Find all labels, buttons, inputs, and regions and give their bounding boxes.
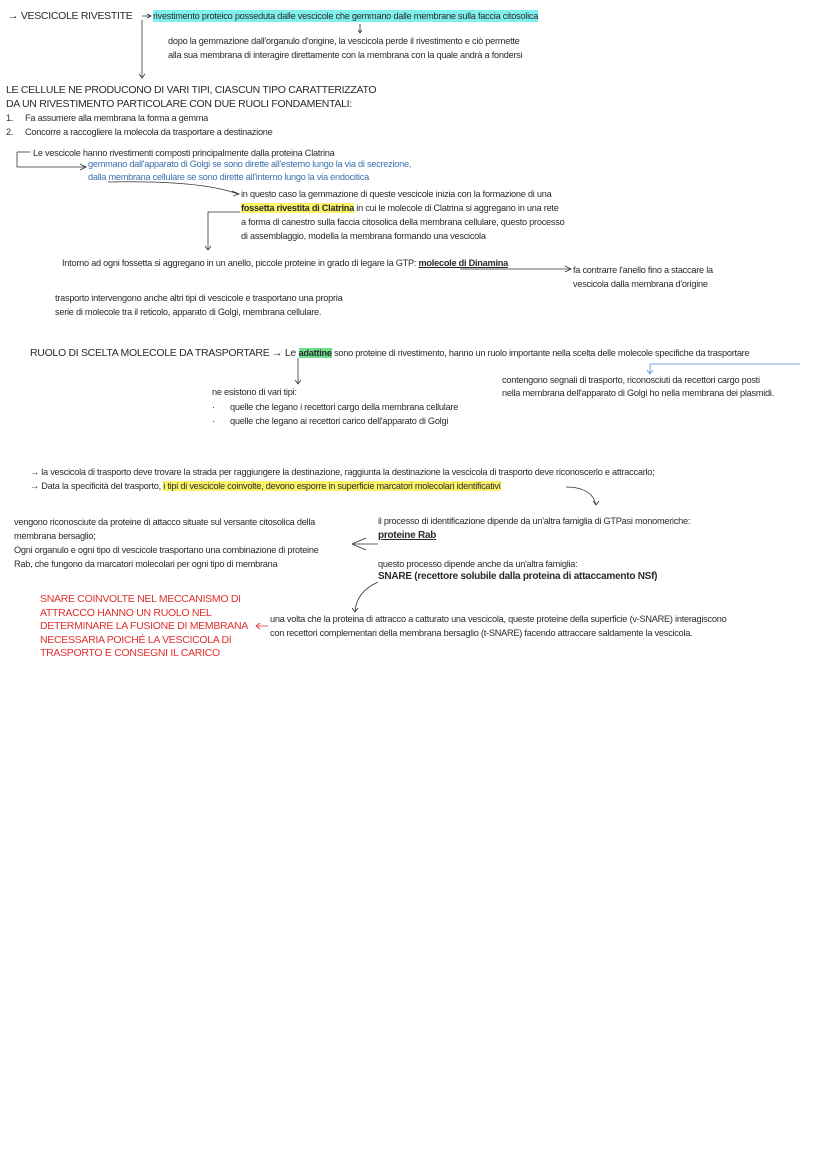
bullet: · <box>212 402 215 412</box>
heading-line-2: DA UN RIVESTIMENTO PARTICOLARE CON DUE RUOLI FONDAMENTALI: <box>6 98 352 110</box>
types-intro: ne esistono di vari tipi: <box>212 387 297 397</box>
recognition-line-1: vengono riconosciute da proteine di attacco situate sul versante citosolica della <box>14 517 315 527</box>
type-1: quelle che legano i recettori cargo della membrana cellulare <box>230 402 459 412</box>
snare-intro: questo processo dipende anche da un'altra famiglia: <box>378 559 578 569</box>
fossetta-highlight: fossetta rivestita di Clatrina <box>241 203 354 213</box>
signals-line-2: nella membrana dell'apparato di Golgi ho nella membrana dei plasmidi. <box>502 388 775 398</box>
bullet: · <box>212 416 215 426</box>
adattine-line <box>30 347 749 359</box>
case-line-4: di assemblaggio, modella la membrana formando una vescicola <box>241 231 486 241</box>
snare-action-1: una volta che la proteina di attracco a catturato una vescicola, queste proteine della superficie (v-SNARE) interagiscono <box>270 614 727 624</box>
destination-line-2 <box>30 480 501 492</box>
snare-action-2: con recettori complementari della membrana bersaglio (t-SNARE) facendo attraccare saldamente la vescicola. <box>270 628 693 638</box>
markers-highlight: i tipi di vescicole coinvolte, devono esporre in superficie marcatori molecolari identificativi <box>163 481 501 491</box>
type-2: quelle che legano ai recettori carico dell'apparato di Golgi <box>230 416 449 426</box>
definition-highlight: rivestimento proteico posseduta dalle vescicole che gemmano dalle membrane sulla faccia citosolica <box>153 11 539 21</box>
dinamina-effect-1: fa contrarre l'anello fino a staccare la <box>573 265 713 275</box>
other-vesicles-2: serie di molecole tra il reticolo, apparato di Golgi, membrana cellulare. <box>55 307 322 317</box>
rab-intro: il processo di identificazione dipende da un'altra famiglia di GTPasi monomeriche: <box>378 516 691 526</box>
recognition-line-2: membrana bersaglio; <box>14 531 96 541</box>
after-budding-line-2: alla sua membrana di interagire direttamente con la membrana con la quale andrà a fondersi <box>168 50 523 60</box>
case-line-3: a forma di canestro sulla faccia citosolica della membrana cellulare, questo processo <box>241 217 565 227</box>
rab-term: proteine Rab <box>378 530 437 541</box>
adattine-title: RUOLO DI SCELTA MOLECOLE DA TRASPORTARE → Le <box>30 347 299 359</box>
clatrina-intro: Le vescicole hanno rivestimenti composti principalmente dalla proteina Clatrina <box>33 148 335 158</box>
role-number-2: 2. <box>6 127 14 137</box>
case-line-2-rest: in cui le molecole di Clatrina si aggregano in una rete <box>354 203 559 213</box>
dinamina-line <box>62 257 508 269</box>
dinamina-effect-2: vescicola dalla membrana d'origine <box>573 279 708 289</box>
adattine-highlight: adattine <box>298 348 332 358</box>
adattine-rest: sono proteine di rivestimento, hanno un ruolo importante nella scelta delle molecole specifiche da trasportare <box>331 348 750 358</box>
signals-line-1: contengono segnali di trasporto, riconosciuti da recettori cargo posti <box>502 375 760 385</box>
case-line-1: in questo caso la gemmazione di queste vescicole inizia con la formazione di una <box>241 189 552 199</box>
dinamina-text: Intorno ad ogni fossetta si aggregano in un anello, piccole proteine in grado di legare la GTP: <box>62 258 419 268</box>
golgi-blue-line-1: gemmano dall'apparato di Golgi se sono dirette all'esterno lungo la via di secrezione, <box>88 159 412 169</box>
section-title-vescicole-rivestite: → VESCICOLE RIVESTITE <box>8 10 133 22</box>
case-line-2 <box>241 202 559 214</box>
role-text-2: Concorre a raccogliere la molecola da trasportare a destinazione <box>25 127 273 137</box>
after-budding-line-1: dopo la gemmazione dall'organulo d'origine, la vescicola perde il rivestimento e ciò permette <box>168 36 520 46</box>
recognition-line-3: Ogni organulo e ogni tipo di vescicole trasportano una combinazione di proteine <box>14 545 319 555</box>
dinamina-term: molecole di Dinamina <box>418 258 508 268</box>
role-text-1: Fa assumere alla membrana la forma a gemma <box>25 113 209 123</box>
recognition-line-4: Rab, che fungono da marcatori molecolari per ogni tipo di membrana <box>14 559 278 569</box>
snare-term: SNARE (recettore solubile dalla proteina di attaccamento NSf) <box>378 571 658 582</box>
destination-prefix: → Data la specificità del trasporto, <box>30 481 164 491</box>
snare-red-note: SNARE COINVOLTE NEL MECCANISMO DI ATTRACCO HANNO UN RUOLO NEL DETERMINARE LA FUSIONE DI MEMBRANA NECESSARIA POICHÉ LA VESCICOLA DI TRASPORTO E CONSEGNI IL CARICO <box>40 593 248 659</box>
role-number-1: 1. <box>6 113 14 123</box>
golgi-blue-line-2: dalla membrana cellulare se sono dirette all'interno lungo la via endocitica <box>88 172 370 182</box>
destination-line-1: → la vescicola di trasporto deve trovare la strada per raggiungere la destinazione, raggiunta la destinazione la vescicola di trasporto deve riconoscerlo e attraccarlo; <box>30 467 655 477</box>
other-vesicles-1: trasporto intervengono anche altri tipi di vescicole e trasportano una propria <box>55 293 343 303</box>
heading-line-1: LE CELLULE NE PRODUCONO DI VARI TIPI, CIASCUN TIPO CARATTERIZZATO <box>6 84 377 96</box>
